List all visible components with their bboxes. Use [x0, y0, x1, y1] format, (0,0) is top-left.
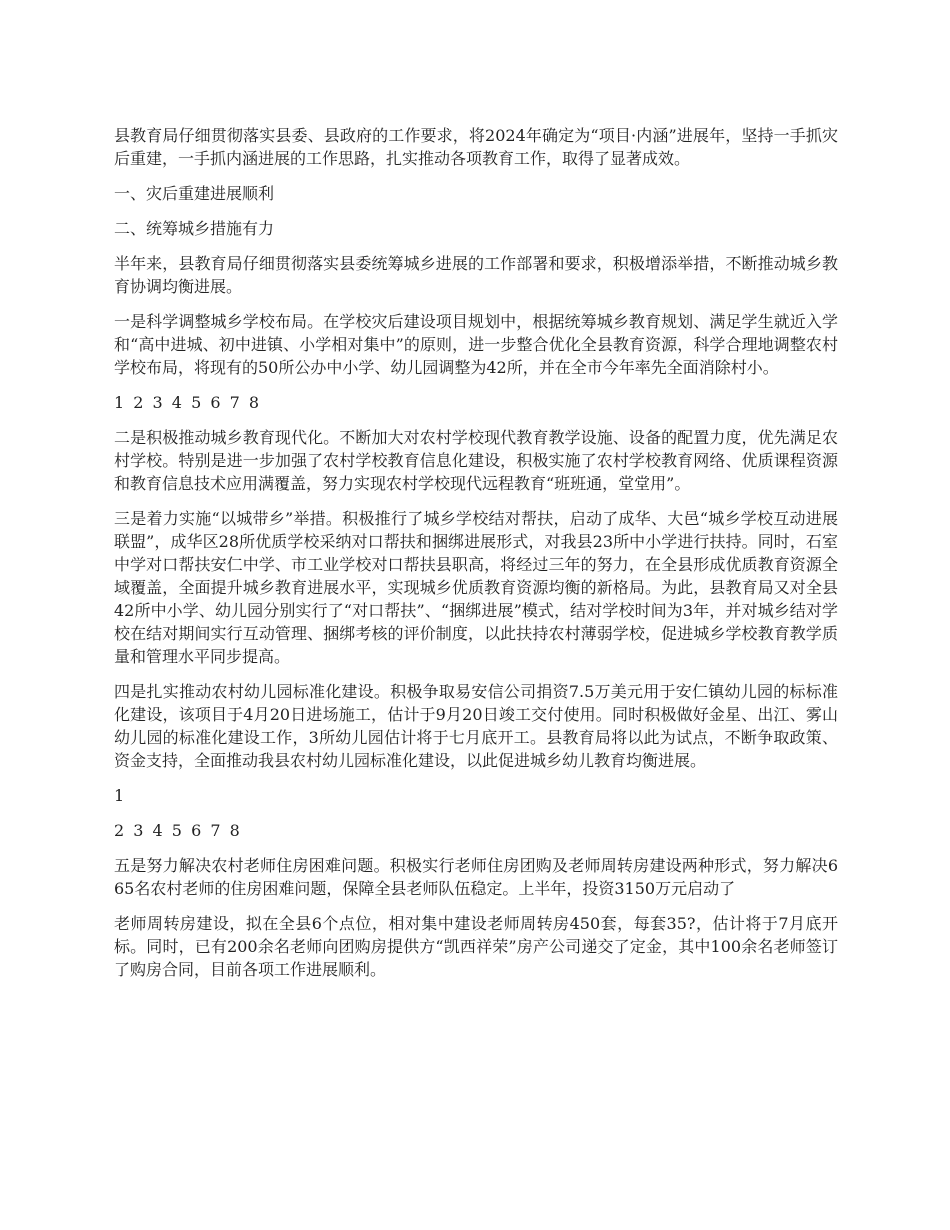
point-3-paragraph: 三是着力实施“以城带乡”举措。积极推行了城乡学校结对帮扶，启动了成华、大邑“城乡学校互动进展联盟”，成华区28所优质学校采纳对口帮扶和捆绑进展形式，对我县23所中小学进行扶持。同时，石室中学对口帮扶安仁中学、市工业学校对口帮扶县职高，将经过三年的努力，在全县形成优质教育资源全域覆盖，全面提升城乡教育进展水平，实现城乡优质教育资源均衡的新格局。为此，县教育局又对全县42所中小学、幼儿园分别实行了“对口帮扶”、“捆绑进展”模式，结对学校时间为3年，并对城乡结对学校在结对期间实行互动管理、捆绑考核的评价制度，以此扶持农村薄弱学校，促进城乡学校教育教学质量和管理水平同步提高。 — [114, 509, 838, 666]
page-numbers-line-2: 2 3 4 5 6 7 8 — [114, 821, 242, 840]
intro-paragraph: 县教育局仔细贯彻落实县委、县政府的工作要求，将2024年确定为“项目·内涵”进展年，坚持一手抓灾后重建，一手抓内涵进展的工作思路，扎实推动各项教育工作，取得了显著成效。 — [114, 126, 838, 168]
point-5-paragraph: 五是努力解决农村老师住房困难问题。积极实行老师住房团购及老师周转房建设两种形式，努力解决665名农村老师的住房困难问题，保障全县老师队伍稳定。上半年，投资3150万元启动了 — [114, 856, 838, 898]
page-number-single: 1 — [114, 786, 127, 805]
point-1-paragraph: 一是科学调整城乡学校布局。在学校灾后建设项目规划中，根据统筹城乡教育规划、满足学生就近入学和“高中进城、初中进镇、小学相对集中”的原则，进一步整合优化全县教育资源，科学合理地调整农村学校布局，将现有的50所公办中小学、幼儿园调整为42所，并在全市今年率先全面消除村小。 — [114, 312, 838, 377]
point-5-continued-paragraph: 老师周转房建设，拟在全县6个点位，相对集中建设老师周转房450套，每套35?，估计将于7月底开标。同时，已有200余名老师向团购房提供方“凯西祥荣”房产公司递交了定金，其中100余名老师签订了购房合同，目前各项工作进展顺利。 — [114, 914, 838, 979]
section-heading-1: 一、灾后重建进展顺利 — [114, 184, 275, 203]
section-2-intro-paragraph: 半年来，县教育局仔细贯彻落实县委统筹城乡进展的工作部署和要求，积极增添举措，不断推动城乡教育协调均衡进展。 — [114, 254, 838, 296]
point-2-paragraph: 二是积极推动城乡教育现代化。不断加大对农村学校现代教育教学设施、设备的配置力度，优先满足农村学校。特别是进一步加强了农村学校教育信息化建设，积极实施了农村学校教育网络、优质课程资源和教育信息技术应用满覆盖，努力实现农村学校现代远程教育“班班通，堂堂用”。 — [114, 428, 838, 493]
point-4-paragraph: 四是扎实推动农村幼儿园标准化建设。积极争取易安信公司捐资7.5万美元用于安仁镇幼儿园的标标准化建设，该项目于4月20日进场施工，估计于9月20日竣工交付使用。同时积极做好金星、出江、雾山幼儿园的标准化建设工作，3所幼儿园估计将于七月底开工。县教育局将以此为试点，不断争取政策、资金支持，全面推动我县农村幼儿园标准化建设，以此促进城乡幼儿教育均衡进展。 — [114, 682, 838, 770]
document-body — [114, 124, 838, 993]
section-heading-2: 二、统筹城乡措施有力 — [114, 219, 275, 238]
page-numbers-line: 1 2 3 4 5 6 7 8 — [114, 393, 262, 412]
